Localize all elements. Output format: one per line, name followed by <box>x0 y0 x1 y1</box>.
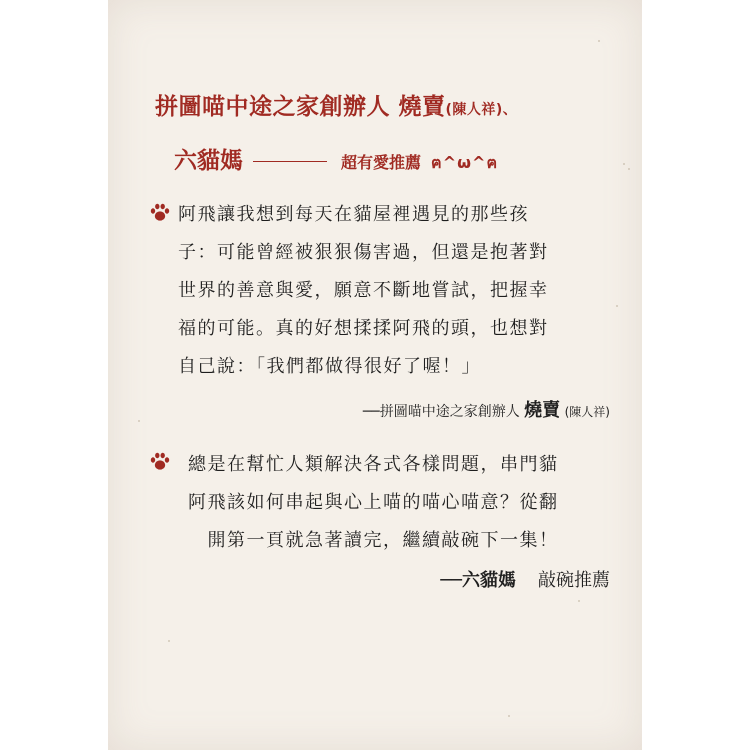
quote-line: 開第一頁就急著讀完，繼續敲碗下一集！ <box>207 530 559 551</box>
heading-second-name: 六貓媽 <box>174 148 243 174</box>
heading-emoticon: ฅ^ω^ฅ <box>431 153 499 172</box>
quote-line: 自己說：「我們都做得很好了喔！」 <box>178 356 481 377</box>
quote-line: 子：可能曾經被狠狠傷害過，但還是抱著對 <box>178 242 549 263</box>
attribution-paren: (陳人祥) <box>564 405 610 419</box>
heading-recommend: 超有愛推薦 <box>341 153 422 172</box>
quote-founder <box>178 196 549 386</box>
heading-founder-paren: (陳人祥)、 <box>445 102 518 118</box>
heading-dash <box>253 161 327 162</box>
quote-liumaoma <box>188 446 559 560</box>
quote-line: 阿飛該如何串起與心上喵的喵心喵意？從翻 <box>188 492 559 513</box>
quote-line: 總是在幫忙人類解決各式各樣問題，串門貓 <box>188 454 559 475</box>
heading-founder-name: 燒賣 <box>398 94 446 120</box>
quote-line: 世界的善意與愛，願意不斷地嘗試，把握幸 <box>178 280 549 301</box>
attribution-name: 燒賣 <box>524 400 561 421</box>
attribution-prefix: ──拼圖喵中途之家創辦人 <box>362 404 520 420</box>
paw-icon <box>149 202 171 222</box>
heading-founder-title: 拼圖喵中途之家創辦人 <box>155 94 390 120</box>
paw-icon <box>149 451 171 471</box>
quote-line: 阿飛讓我想到每天在貓屋裡遇見的那些孩 <box>178 204 529 225</box>
attribution-name: 六貓媽 <box>462 570 516 591</box>
attribution-founder <box>363 396 610 422</box>
heading-line-1 <box>155 88 517 121</box>
attribution-liumaoma <box>440 566 610 592</box>
attribution-suffix: 敲碗推薦 <box>538 570 610 591</box>
attribution-prefix: ── <box>440 570 462 591</box>
quote-line: 福的可能。真的好想揉揉阿飛的頭，也想對 <box>178 318 549 339</box>
heading-line-2 <box>174 142 498 176</box>
